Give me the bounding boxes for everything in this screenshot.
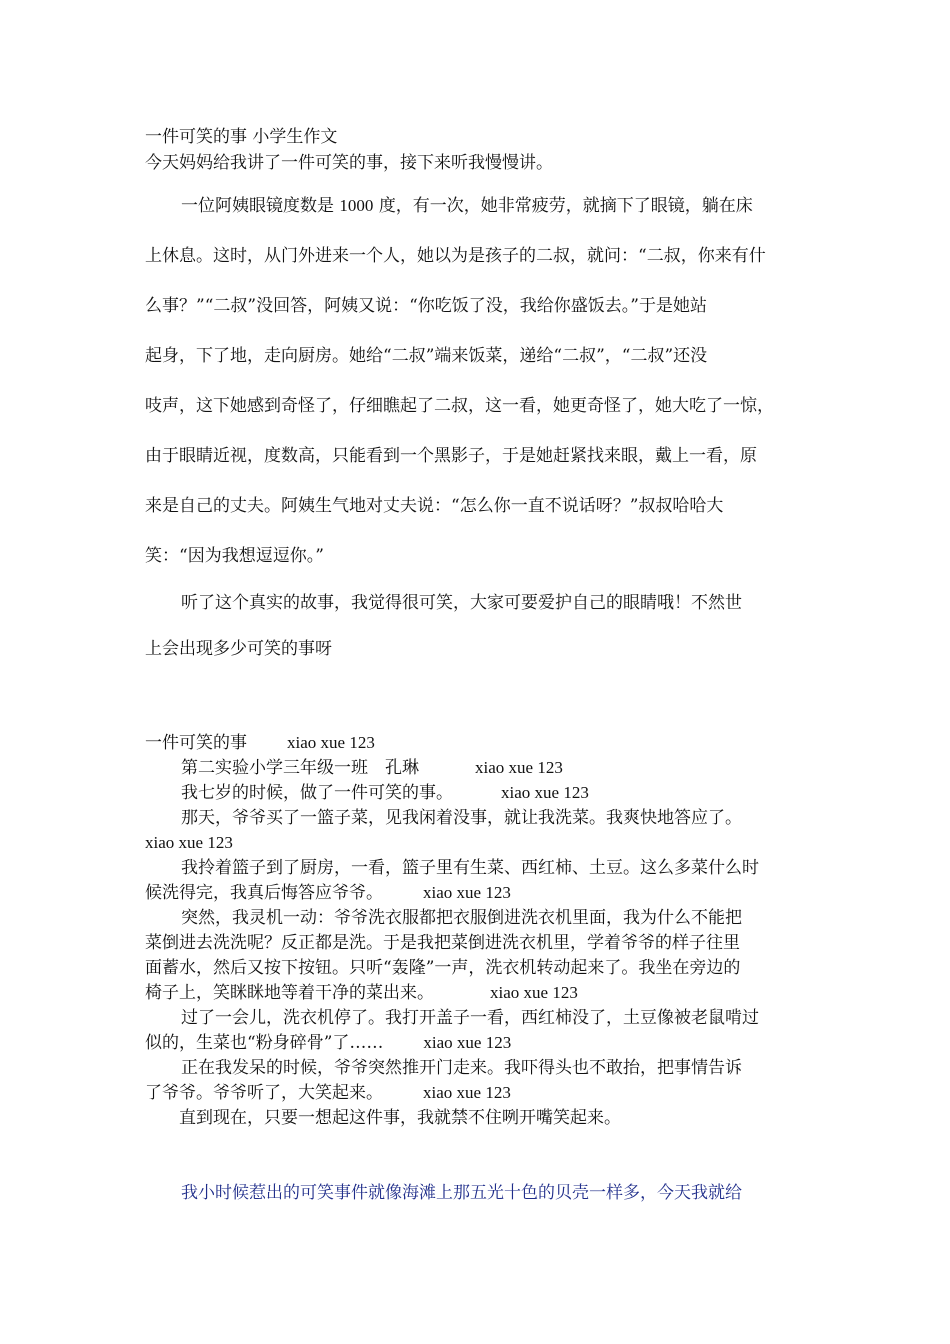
text-span: 候洗得完，我真后悔答应爷爷。 (145, 883, 383, 903)
essay2-line-1 (181, 782, 810, 804)
essay1-p1-line-8: 笑：“因为我想逗逗你。” (145, 546, 324, 566)
essay1-intro: 今天妈妈给我讲了一件可笑的事，接下来听我慢慢讲。 (145, 153, 553, 173)
essay2-line-3: 我拎着篮子到了厨房，一看，篮子里有生菜、西红柿、土豆。这么多菜什么时 (181, 858, 759, 878)
essay1-p1-line-3: 么事？”“二叔”没回答，阿姨又说：“你吃饭了没，我给你盛饭去。”于是她站 (145, 296, 707, 316)
xiao-xue-tag: xiao xue 123 (423, 1083, 511, 1102)
essay2-title: 一件可笑的事 (145, 733, 247, 753)
essay1-title: 一件可笑的事 小学生作文 (145, 127, 338, 147)
text-span: 度，有一次，她非常疲劳，就摘下了眼镜，躺在床 (378, 196, 753, 216)
essay1-p1-line-2: 上休息。这时，从门外进来一个人，她以为是孩子的二叔，就问：“二叔，你来有什 (145, 246, 766, 266)
xiao-xue-tag: xiao xue 123 (501, 783, 589, 802)
essay1-p1-line-6: 由于眼睛近视，度数高，只能看到一个黑影子，于是她赶紧找来眼，戴上一看，原 (145, 446, 757, 466)
essay2-author: 第二实验小学三年级一班 孔琳 (181, 758, 419, 778)
xiao-xue-tag: xiao xue 123 (423, 883, 511, 902)
number-span: 1000 (339, 196, 374, 215)
text-span: 似的，生菜也“粉身碎骨”了…… (145, 1033, 384, 1053)
essay2-line-6: 菜倒进去洗洗呢？反正都是洗。于是我把菜倒进洗衣机里，学着爷爷的样子往里 (145, 933, 740, 953)
essay2-line-4 (145, 882, 810, 904)
xiao-xue-tag: xiao xue 123 (145, 833, 233, 852)
essay1-p1-line-7: 来是自己的丈夫。阿姨生气地对丈夫说：“怎么你一直不说话呀？”叔叔哈哈大 (145, 496, 724, 516)
essay2-line-9: 过了一会儿，洗衣机停了。我打开盖子一看，西红柿没了，土豆像被老鼠啃过 (181, 1008, 759, 1028)
text-span: 椅子上，笑眯眯地等着干净的菜出来。 (145, 983, 434, 1003)
essay2-line-13: 直到现在，只要一想起这件事，我就禁不住咧开嘴笑起来。 (179, 1108, 621, 1128)
text-span: 我七岁的时候，做了一件可笑的事。 (181, 783, 453, 803)
essay1-p1-line-5: 吱声，这下她感到奇怪了，仔细瞧起了二叔，这一看，她更奇怪了，她大吃了一惊， (145, 396, 774, 416)
essay1-p1-line-4: 起身，下了地，走向厨房。她给“二叔”端来饭菜，递给“二叔”，“二叔”还没 (145, 346, 708, 366)
essay2-author-line (181, 757, 810, 779)
xiao-xue-tag: xiao xue 123 (423, 1033, 512, 1052)
essay3-first-line: 我小时候惹出的可笑事件就像海滩上那五光十色的贝壳一样多，今天我就给 (181, 1183, 742, 1203)
essay2-line-11: 正在我发呆的时候，爷爷突然推开门走来。我吓得头也不敢抬，把事情告诉 (181, 1058, 742, 1078)
xiao-xue-tag: xiao xue 123 (287, 733, 375, 752)
essay2-title-line (145, 732, 810, 754)
essay2-line-7: 面蓄水，然后又按下按钮。只听“轰隆”一声，洗衣机转动起来了。我坐在旁边的 (145, 958, 741, 978)
essay1-p2-line-1: 听了这个真实的故事，我觉得很可笑，大家可要爱护自己的眼睛哦！不然世 (181, 593, 742, 613)
essay2-line-2: 那天，爷爷买了一篮子菜，见我闲着没事，就让我洗菜。我爽快地答应了。 (181, 808, 742, 828)
essay1-p1-line-1 (181, 195, 810, 217)
essay2-line-8 (145, 982, 810, 1004)
essay2-line-10 (145, 1032, 810, 1054)
xiao-xue-tag: xiao xue 123 (475, 758, 563, 777)
essay2-line-5: 突然，我灵机一动：爷爷洗衣服都把衣服倒进洗衣机里面，我为什么不能把 (181, 908, 742, 928)
text-span: 一位阿姨眼镜度数是 (181, 196, 334, 216)
essay1-p2-line-2: 上会出现多少可笑的事呀 (145, 639, 332, 659)
text-span: 了爷爷。爷爷听了，大笑起来。 (145, 1083, 383, 1103)
xiao-xue-tag: xiao xue 123 (490, 983, 578, 1002)
essay2-line-12 (145, 1082, 810, 1104)
